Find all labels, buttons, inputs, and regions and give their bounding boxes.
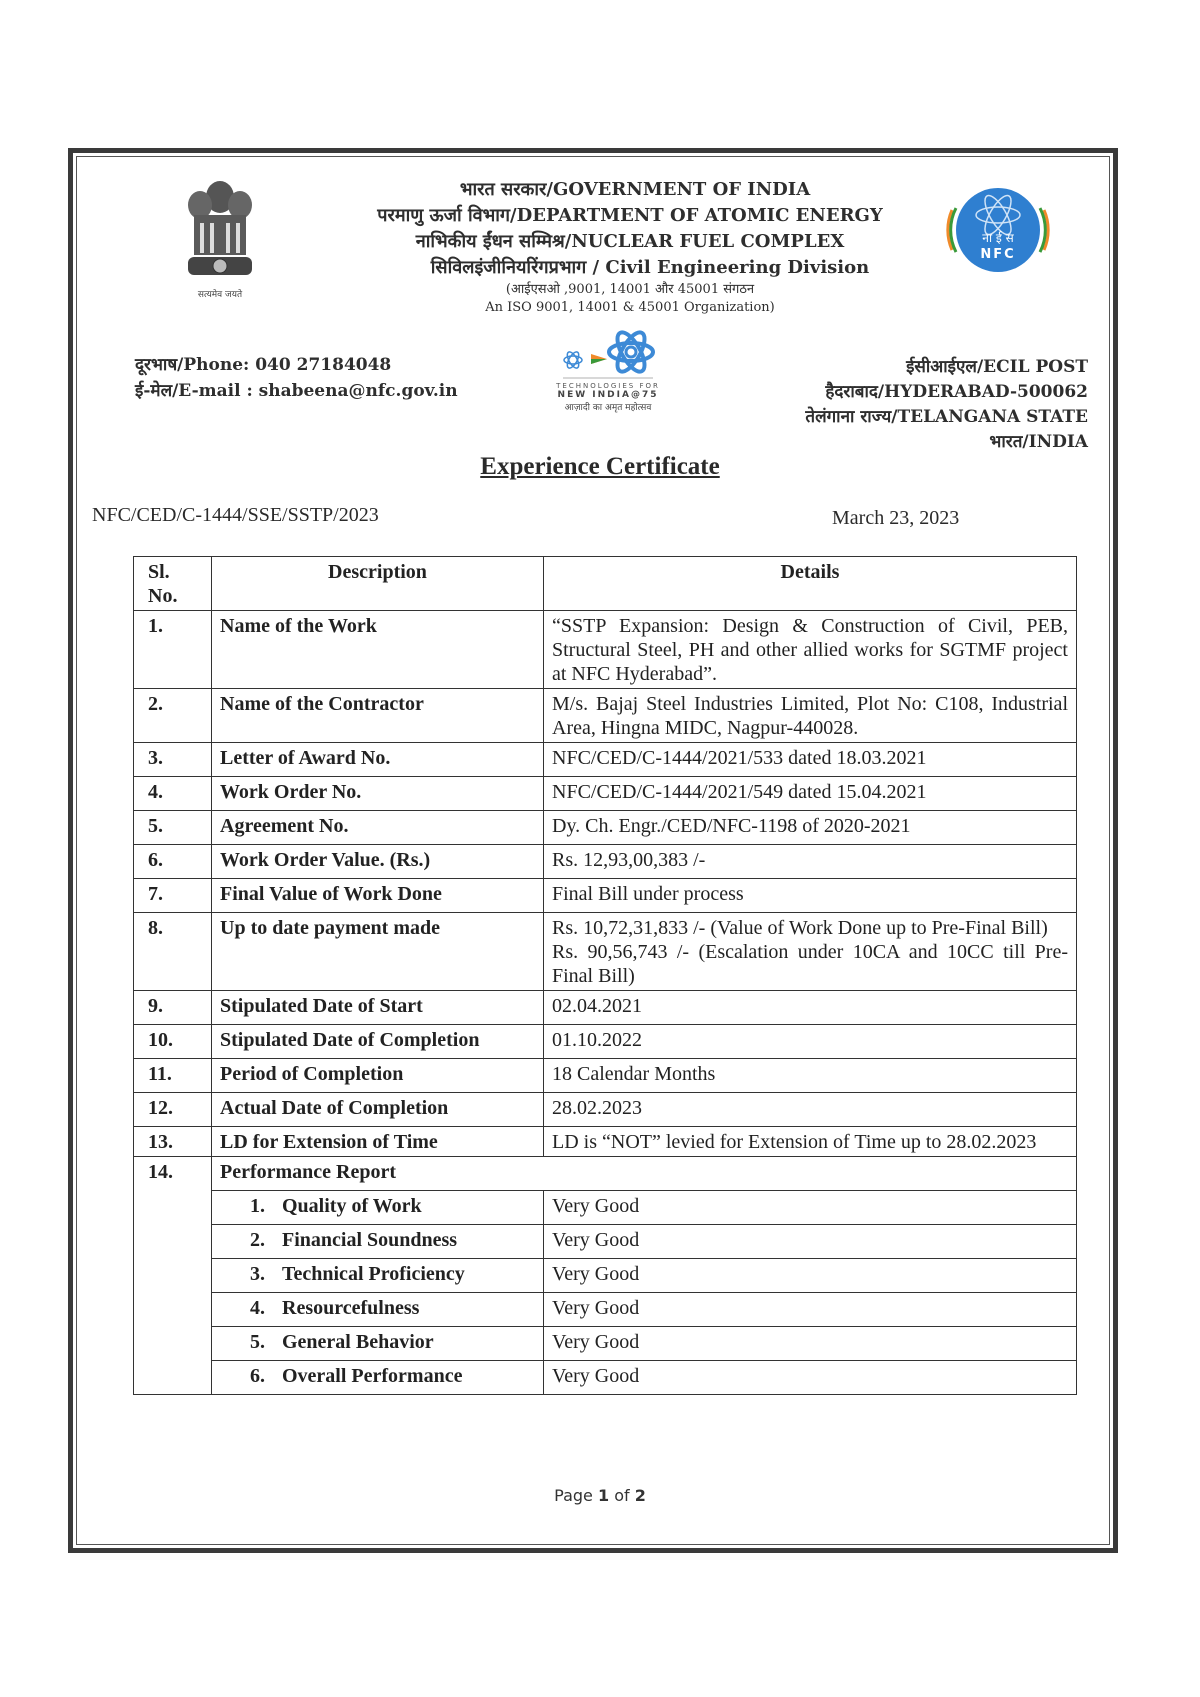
row-details: 02.04.2021 <box>544 991 1077 1025</box>
header-sl-no: Sl. No. <box>134 557 212 611</box>
row-sl: 6. <box>134 845 212 879</box>
row-description: Final Value of Work Done <box>212 879 544 913</box>
payment-value-of-work: Rs. 10,72,31,833 /- (Value of Work Done up to Pre-Final Bill) <box>552 917 1048 939</box>
table-row <box>134 1093 1077 1127</box>
row-sl: 7. <box>134 879 212 913</box>
row-description: Agreement No. <box>212 811 544 845</box>
row-description: Name of the Contractor <box>212 689 544 743</box>
row-description: Stipulated Date of Start <box>212 991 544 1025</box>
page-number <box>0 1486 1200 1505</box>
performance-label <box>212 1327 544 1361</box>
row-details: 18 Calendar Months <box>544 1059 1077 1093</box>
header-iso-english: An ISO 9001, 14001 & 45001 Organization) <box>485 300 775 315</box>
row-sl: 1. <box>134 611 212 689</box>
row-details: M/s. Bajaj Steel Industries Limited, Plot No: C108, Industrial Area, Hingna MIDC, Nagpur-440028. <box>544 689 1077 743</box>
row-details: “SSTP Expansion: Design & Construction of Civil, PEB, Structural Steel, PH and other allied works for SGTMF project at NFC Hyderabad”. <box>544 611 1077 689</box>
row-sl: 12. <box>134 1093 212 1127</box>
performance-label-text: Resourcefulness <box>282 1297 420 1319</box>
performance-value: Very Good <box>544 1327 1077 1361</box>
performance-num: 1. <box>250 1195 265 1217</box>
table-row <box>134 1059 1077 1093</box>
row-details: NFC/CED/C-1444/2021/549 dated 15.04.2021 <box>544 777 1077 811</box>
row-details: Final Bill under process <box>544 879 1077 913</box>
row-description: Letter of Award No. <box>212 743 544 777</box>
row-details: Rs. 12,93,00,383 /- <box>544 845 1077 879</box>
performance-value: Very Good <box>544 1259 1077 1293</box>
address-line: ईसीआईएल/ECIL POST <box>906 357 1088 377</box>
table-row <box>134 1025 1077 1059</box>
row-details: NFC/CED/C-1444/2021/533 dated 18.03.2021 <box>544 743 1077 777</box>
page-current: 1 <box>597 1486 610 1505</box>
address-line: तेलंगाना राज्य/TELANGANA STATE <box>805 407 1088 427</box>
nfc-logo-icon <box>938 170 1058 290</box>
contact-block <box>135 352 458 404</box>
row-details: LD is “NOT” levied for Extension of Time up to 28.02.2023 <box>544 1127 1077 1157</box>
performance-num: 2. <box>250 1229 265 1251</box>
atom-icon <box>553 328 663 380</box>
row-details: Dy. Ch. Engr./CED/NFC-1198 of 2020-2021 <box>544 811 1077 845</box>
row-sl: 2. <box>134 689 212 743</box>
row-description: Stipulated Date of Completion <box>212 1025 544 1059</box>
row-sl: 9. <box>134 991 212 1025</box>
emblem-caption: सत्यमेव जयते <box>197 290 243 300</box>
document-date: March 23, 2023 <box>832 507 960 529</box>
page-prefix: Page <box>554 1486 598 1505</box>
row-sl: 3. <box>134 743 212 777</box>
payment-escalation: Rs. 90,56,743 /- (Escalation under 10CA and 10CC till Pre-Final Bill) <box>552 941 1068 987</box>
phone-number: दूरभाष/Phone: 040 27184048 <box>135 355 392 375</box>
performance-item <box>134 1361 1077 1395</box>
performance-num: 3. <box>250 1263 265 1285</box>
performance-label <box>212 1293 544 1327</box>
document-title-wrap <box>0 453 1200 481</box>
row-sl: 13. <box>134 1127 212 1157</box>
performance-value: Very Good <box>544 1191 1077 1225</box>
performance-label <box>212 1361 544 1395</box>
table-row <box>134 845 1077 879</box>
table-row <box>134 879 1077 913</box>
row-description: Name of the Work <box>212 611 544 689</box>
performance-report-row <box>134 1157 1077 1191</box>
reference-number: NFC/CED/C-1444/SSE/SSTP/2023 <box>92 504 379 526</box>
tech-logo-line3: आज़ादी का अमृत महोत्सव <box>564 403 652 413</box>
performance-label-text: Overall Performance <box>282 1365 463 1387</box>
performance-item <box>134 1191 1077 1225</box>
page-of: of <box>609 1486 635 1505</box>
address-line: हैदराबाद/HYDERABAD-500062 <box>825 382 1088 402</box>
performance-label-text: Technical Proficiency <box>282 1263 465 1285</box>
row-sl: 4. <box>134 777 212 811</box>
table-row <box>134 913 1077 991</box>
performance-label-text: Financial Soundness <box>282 1229 458 1251</box>
row-details: 28.02.2023 <box>544 1093 1077 1127</box>
table-row <box>134 777 1077 811</box>
nfc-logo-text: NFC <box>980 247 1016 262</box>
performance-label-text: Quality of Work <box>282 1195 422 1217</box>
performance-item <box>134 1327 1077 1361</box>
performance-num: 4. <box>250 1297 265 1319</box>
performance-value: Very Good <box>544 1293 1077 1327</box>
header-line-division: सिविलइंजीनियरिंगप्रभाग / Civil Engineering Division <box>430 257 870 278</box>
performance-item <box>134 1259 1077 1293</box>
letterhead <box>330 177 930 317</box>
table-row <box>134 743 1077 777</box>
table-row <box>134 1127 1077 1157</box>
row-details <box>544 913 1077 991</box>
certificate-table <box>133 556 1077 1395</box>
table-header-row <box>134 557 1077 611</box>
row-description: Up to date payment made <box>212 913 544 991</box>
row-sl: 14. <box>134 1157 212 1395</box>
header-iso-hindi: (आईएसओ ,9001, 14001 और 45001 संगठन <box>505 282 755 297</box>
row-description: Work Order No. <box>212 777 544 811</box>
address-line: भारत/INDIA <box>989 432 1088 452</box>
performance-value: Very Good <box>544 1225 1077 1259</box>
row-sl: 10. <box>134 1025 212 1059</box>
azadi-ka-amrit-mahotsav-logo <box>548 328 668 428</box>
page-total: 2 <box>634 1486 646 1505</box>
table-row <box>134 811 1077 845</box>
table-row <box>134 991 1077 1025</box>
row-description: Actual Date of Completion <box>212 1093 544 1127</box>
header-line-department: परमाणु ऊर्जा विभाग/DEPARTMENT OF ATOMIC ENERGY <box>377 205 883 226</box>
address-block <box>805 355 1088 455</box>
row-sl: 11. <box>134 1059 212 1093</box>
performance-report-title: Performance Report <box>212 1157 1077 1191</box>
header-line-nfc: नाभिकीय ईंधन सम्मिश्र/NUCLEAR FUEL COMPLEX <box>415 231 845 252</box>
tech-logo-line1: TECHNOLOGIES FOR <box>556 382 660 390</box>
row-description: LD for Extension of Time <box>212 1127 544 1157</box>
nfc-logo-hindi: ना ई स <box>982 231 1014 245</box>
national-emblem-icon <box>180 175 260 290</box>
performance-item <box>134 1225 1077 1259</box>
performance-label-text: General Behavior <box>282 1331 434 1353</box>
row-description: Work Order Value. (Rs.) <box>212 845 544 879</box>
table-row <box>134 611 1077 689</box>
performance-label <box>212 1225 544 1259</box>
document-title: Experience Certificate <box>480 453 720 480</box>
email-address[interactable]: ई-मेल/E-mail : shabeena@nfc.gov.in <box>135 381 458 401</box>
table-row <box>134 689 1077 743</box>
row-sl: 8. <box>134 913 212 991</box>
row-details: 01.10.2022 <box>544 1025 1077 1059</box>
tech-logo-line2: NEW INDIA@75 <box>557 390 659 400</box>
performance-value: Very Good <box>544 1361 1077 1395</box>
header-description: Description <box>212 557 544 611</box>
performance-num: 6. <box>250 1365 265 1387</box>
row-sl: 5. <box>134 811 212 845</box>
performance-num: 5. <box>250 1331 265 1353</box>
performance-item <box>134 1293 1077 1327</box>
header-line-government: भारत सरकार/GOVERNMENT OF INDIA <box>459 179 811 200</box>
row-description: Period of Completion <box>212 1059 544 1093</box>
header-details: Details <box>544 557 1077 611</box>
performance-label <box>212 1259 544 1293</box>
performance-label <box>212 1191 544 1225</box>
